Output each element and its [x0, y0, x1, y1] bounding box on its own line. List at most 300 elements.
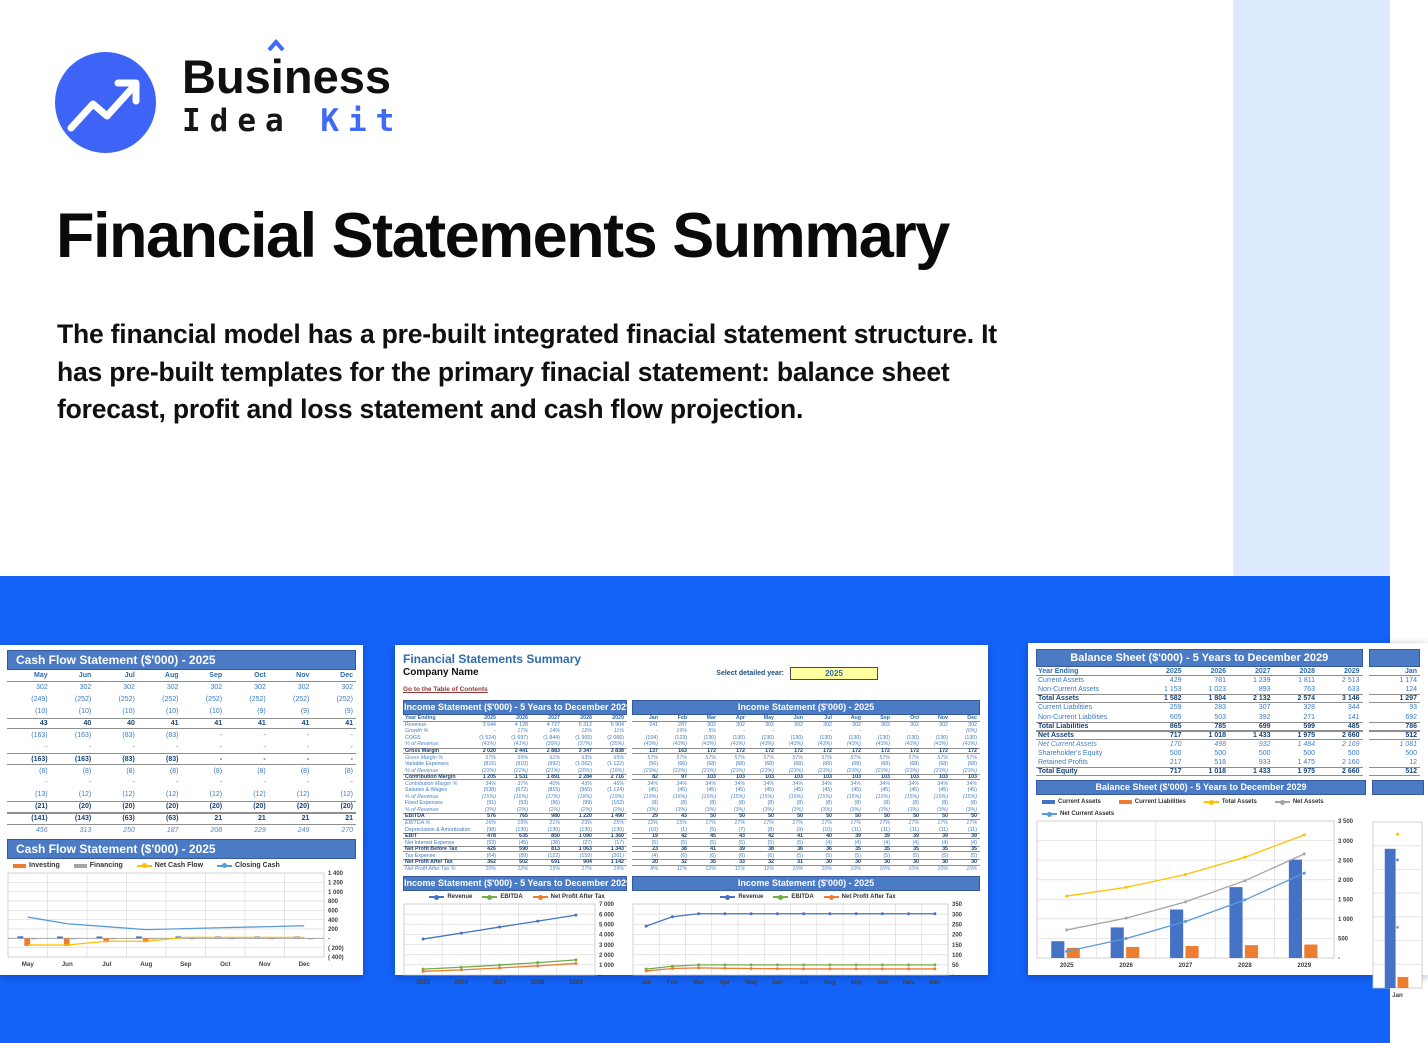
row-label: Variable Expenses [405, 761, 449, 768]
table-cell: (45) [967, 787, 977, 794]
table-row [7, 801, 356, 813]
table-cell: 302 [166, 684, 179, 692]
table-row [632, 794, 980, 801]
table-cell: (43%) [759, 741, 774, 748]
table-cell: 217 [1169, 758, 1182, 766]
balance-monthly-chart-partial [1372, 820, 1424, 999]
table-cell: (163) [74, 755, 92, 763]
cash-flow-table-title: Cash Flow Statement ($'000) - 2025 [7, 650, 356, 670]
table-cell: (19%) [643, 793, 658, 800]
table-cell: (23%) [481, 767, 496, 774]
svg-text:1 400: 1 400 [328, 871, 344, 878]
table-cell: 35 [942, 846, 948, 853]
table-cell: 241 [649, 721, 658, 728]
table-cell: (10) [78, 708, 92, 716]
table-cell: 30 [913, 859, 919, 866]
table-cell: (20) [209, 803, 223, 811]
table-cell: (15%) [730, 793, 745, 800]
table-row [7, 813, 356, 825]
table-row [1369, 722, 1420, 731]
row-label: % of Revenue [405, 767, 439, 774]
table-cell: 11% [763, 865, 774, 872]
table-cell: 42 [768, 833, 774, 840]
table-cell: 57% [908, 754, 919, 761]
svg-text:Oct: Oct [877, 979, 888, 987]
table-cell: 34% [647, 780, 658, 787]
table-row [403, 846, 627, 853]
table-cell: (20) [253, 803, 266, 811]
table-cell: (38) [550, 839, 560, 846]
table-cell: (20) [78, 803, 92, 811]
table-cell: (143) [74, 815, 92, 823]
table-row [632, 852, 980, 859]
svg-text:4 000: 4 000 [599, 932, 615, 939]
table-row [1369, 731, 1420, 740]
table-cell: 8% [650, 865, 658, 872]
svg-text:200: 200 [328, 927, 339, 934]
table-cell: 37% [517, 780, 528, 787]
table-cell: 14% [549, 728, 560, 735]
table-cell: (201) [611, 852, 624, 859]
table-cell: (672) [515, 787, 528, 794]
table-row [632, 859, 980, 866]
table-cell: 35 [971, 846, 977, 853]
table-cell: (5) [883, 852, 890, 859]
table-cell: 50 [855, 813, 861, 820]
table-cell: (910) [515, 761, 528, 768]
legend-label: Revenue [738, 894, 764, 901]
table-cell: - [656, 728, 658, 735]
table-cell: 500 [1169, 749, 1182, 757]
table-cell: (4) [970, 839, 977, 846]
table-row [1369, 758, 1420, 767]
balance-table-title: Balance Sheet ($'000) - 5 Years to December 2029 [1036, 649, 1363, 667]
table-cell: 61% [549, 754, 560, 761]
table-cell: (5) [709, 826, 716, 833]
table-cell: 15% [549, 865, 560, 872]
table-cell: 813 [551, 846, 560, 853]
table-cell: 1 433 [1253, 768, 1271, 776]
row-label: Gross Margin [405, 748, 440, 755]
closing-cash-swatch [217, 865, 232, 867]
table-header-row [403, 715, 627, 722]
svg-text:-: - [1338, 956, 1340, 963]
table-cell: (43%) [817, 741, 832, 748]
table-cell: 38 [768, 846, 774, 853]
table-cell: (53) [486, 839, 496, 846]
net-current-assets-swatch [1042, 813, 1057, 815]
table-cell: 103 [939, 774, 948, 781]
table-cell: 302 [297, 684, 310, 692]
table-row [1036, 722, 1363, 731]
table-cell: (10) [648, 826, 658, 833]
table-cell: - [219, 731, 223, 739]
table-cell: (15%) [759, 793, 774, 800]
table-cell: 10% [850, 865, 861, 872]
table-row [632, 735, 980, 742]
table-row [632, 846, 980, 853]
table-cell: (3%) [762, 806, 774, 813]
table-cell: (63) [122, 815, 135, 823]
table-cell: 34% [908, 780, 919, 787]
row-label: Total Liabilities [1038, 722, 1089, 730]
table-row [1369, 712, 1420, 721]
table-cell: 599 [1303, 722, 1316, 730]
balance-monthly-table-partial [1369, 667, 1420, 776]
table-cell: 590 [519, 846, 528, 853]
table-cell: (12) [340, 791, 353, 799]
table-cell: (68) [880, 761, 890, 768]
table-cell: 635 [519, 833, 528, 840]
table-cell: 46% [613, 780, 624, 787]
table-cell: (22%) [513, 767, 528, 774]
table-cell: (45) [706, 787, 716, 794]
row-label: Net Interest Expense [405, 839, 455, 846]
table-cell: 12% [705, 865, 716, 872]
column-header: May [763, 714, 774, 721]
table-cell: (68) [909, 761, 919, 768]
table-cell: 1 484 [1297, 740, 1316, 748]
income-monthly-chart-title: Income Statement ($'000) - 2025 [632, 876, 980, 891]
table-cell: 1 531 [514, 774, 528, 781]
table-cell: 172 [968, 748, 977, 755]
table-cell: 2 132 [1253, 695, 1271, 703]
income-statement-panel [395, 645, 988, 987]
svg-text:Oct: Oct [220, 961, 231, 969]
table-cell: (15%) [481, 793, 496, 800]
row-label: Depreciation & Amortization [405, 826, 471, 833]
table-cell: 3 838 [610, 748, 624, 755]
table-row [7, 741, 356, 753]
ebitda-swatch [773, 896, 788, 898]
row-label: Net Profit After Tax % [405, 865, 456, 872]
table-cell: (16%) [513, 793, 528, 800]
table-cell: (99) [582, 800, 592, 807]
table-cell: (39%) [545, 741, 560, 748]
table-cell: 43 [739, 833, 745, 840]
svg-text:Sep: Sep [180, 961, 192, 969]
table-cell: 229 [254, 827, 266, 835]
table-row [403, 800, 627, 807]
table-cell: (12) [253, 791, 266, 799]
table-cell: 34% [879, 780, 890, 787]
table-header-row [1036, 667, 1363, 676]
table-cell: 12% [517, 865, 528, 872]
balance-chart-legend [1036, 795, 1366, 819]
financing-swatch [74, 864, 87, 868]
table-cell: - [132, 743, 135, 751]
table-row [632, 748, 980, 755]
table-cell: (23%) [933, 767, 948, 774]
table-cell: 12% [647, 820, 658, 827]
table-cell: (8) [970, 800, 977, 807]
column-header: Sep [209, 671, 223, 679]
table-cell: 17% [792, 820, 803, 827]
table-cell: 1 220 [578, 813, 592, 820]
table-cell: 34% [763, 780, 774, 787]
table-cell: (10) [122, 708, 135, 716]
column-header: Mar [706, 714, 716, 721]
table-cell: (0%) [965, 728, 977, 735]
table-cell: 271 [1303, 713, 1316, 721]
table-cell: (43%) [933, 741, 948, 748]
table-row [7, 729, 356, 741]
table-cell: (249) [31, 696, 48, 704]
table-cell: 1 297 [1399, 695, 1417, 703]
table-cell: 362 [487, 859, 496, 866]
table-cell: 163 [678, 748, 687, 755]
table-cell: (130) [579, 826, 592, 833]
table-cell: (17%) [545, 793, 560, 800]
table-cell: (252) [205, 696, 223, 704]
table-cell: (43%) [788, 741, 803, 748]
table-cell: (3%) [820, 806, 832, 813]
table-cell: 65% [613, 754, 624, 761]
table-cell: - [176, 779, 179, 787]
table-cell: (102) [611, 800, 624, 807]
table-cell: (96) [550, 800, 560, 807]
table-cell: (5) [767, 839, 774, 846]
row-label: Total Equity [1038, 768, 1078, 776]
column-header: Jul [124, 671, 135, 679]
table-cell: 259 [1169, 704, 1182, 712]
table-row [7, 753, 356, 765]
table-cell: 63% [581, 754, 592, 761]
table-row [632, 767, 980, 774]
table-cell: (12) [209, 791, 223, 799]
table-cell: (27) [582, 839, 592, 846]
legend-label: Net Profit After Tax [841, 894, 896, 901]
table-cell: (130) [935, 734, 948, 741]
current-assets-swatch [1042, 800, 1055, 804]
table-cell: 40 [83, 720, 92, 727]
table-cell: 1 343 [610, 846, 624, 853]
table-cell: 498 [1214, 740, 1227, 748]
row-label: Growth % [405, 728, 429, 735]
table-cell: (10) [166, 708, 179, 716]
table-cell: 103 [881, 774, 890, 781]
table-cell: 17% [705, 820, 716, 827]
table-cell: (43%) [962, 741, 977, 748]
table-cell: (4) [941, 839, 948, 846]
balance-sheet-panel [1028, 643, 1428, 1000]
table-cell: 1 975 [1297, 768, 1316, 776]
table-cell: - [263, 731, 266, 739]
table-cell: 19 [652, 833, 658, 840]
table-cell: - [88, 743, 92, 751]
table-cell: (45) [909, 787, 919, 794]
table-cell: (5) [651, 839, 658, 846]
table-cell: (3%) [646, 806, 658, 813]
column-header: 2026 [1210, 667, 1227, 675]
table-cell: (130) [761, 734, 774, 741]
logo-letter-i: i [271, 52, 284, 101]
row-label: % of Revenue [405, 793, 439, 800]
table-cell: (15%) [846, 793, 861, 800]
table-cell: 17% [908, 820, 919, 827]
table-cell: 30 [826, 859, 832, 866]
row-label: Retained Profits [1038, 758, 1088, 766]
table-cell: (8) [680, 800, 687, 807]
table-cell: 500 [1347, 749, 1360, 757]
column-header: 2027 [548, 714, 560, 721]
table-cell: (64) [486, 852, 496, 859]
table-row [1369, 676, 1420, 685]
year-input[interactable]: 2025 [790, 667, 878, 680]
table-header-row [632, 715, 980, 722]
page-title: Financial Statements Summary [56, 201, 949, 271]
table-cell: 43 [681, 813, 687, 820]
svg-text:2026: 2026 [454, 979, 469, 987]
table-cell: (6) [680, 852, 687, 859]
table-cell: (3%) [907, 806, 919, 813]
table-cell: (6) [738, 852, 745, 859]
table-cell: 283 [1214, 704, 1227, 712]
table-cell: - [946, 728, 948, 735]
table-cell: (252) [249, 696, 266, 704]
table-cell: (15%) [817, 793, 832, 800]
table-cell: 34% [705, 780, 716, 787]
legend-label: Total Assets [1221, 799, 1257, 806]
table-cell: (252) [118, 696, 135, 704]
table-cell: 17% [734, 820, 745, 827]
table-cell: 23 [652, 846, 658, 853]
table-cell: (130) [547, 826, 560, 833]
table-cell: (23%) [759, 767, 774, 774]
column-header: 2029 [1344, 667, 1360, 675]
table-cell: (5) [854, 852, 861, 859]
table-cell: (2%) [516, 806, 528, 813]
row-label: Net Assets [1038, 731, 1074, 739]
table-cell: (43%) [730, 741, 745, 748]
table-cell: 1 174 [1399, 677, 1417, 685]
table-cell: 307 [1258, 704, 1271, 712]
table-cell: 302 [736, 721, 745, 728]
table-cell: - [263, 743, 266, 751]
table-cell: (68) [938, 761, 948, 768]
income-5yr-chart [403, 902, 627, 986]
table-cell: 500 [1303, 749, 1316, 757]
table-cell: 45 [710, 833, 716, 840]
table-cell: 11% [734, 865, 745, 872]
table-cell: 19% [613, 865, 624, 872]
table-cell: 302 [852, 721, 861, 728]
table-cell: (19%) [609, 793, 624, 800]
table-cell: 429 [1169, 677, 1182, 685]
table-cell: 36 [797, 846, 803, 853]
table-cell: 699 [1258, 722, 1271, 730]
row-label: Non-Current Assets [1038, 686, 1100, 694]
table-cell: (8) [257, 767, 266, 775]
table-cell: 5% [708, 728, 716, 735]
table-cell: 302 [910, 721, 919, 728]
table-cell: (5) [709, 839, 716, 846]
table-cell: 485 [1347, 722, 1360, 730]
income-monthly-table [632, 715, 980, 872]
table-cell: 50 [710, 813, 716, 820]
table-row [1369, 703, 1420, 712]
table-cell: (15%) [962, 793, 977, 800]
table-cell: 103 [736, 774, 745, 781]
table-cell: (12) [296, 791, 310, 799]
table-cell: (20%) [577, 767, 592, 774]
table-cell: 2 020 [482, 748, 496, 755]
svg-text:May: May [745, 979, 758, 987]
table-cell: (3%) [936, 806, 948, 813]
table-row [1036, 676, 1363, 685]
table-row [403, 761, 627, 768]
table-cell: (43%) [643, 741, 658, 748]
table-cell: (15%) [933, 793, 948, 800]
row-label: Net Profit Before Tax [405, 846, 458, 853]
table-cell: (8) [213, 767, 223, 775]
table-cell: (15%) [788, 793, 803, 800]
row-label: COGS [405, 734, 421, 741]
table-cell: (141) [31, 815, 48, 823]
table-row [632, 754, 980, 761]
table-cell: 59% [517, 754, 528, 761]
revenue-swatch [429, 896, 444, 898]
table-cell: 250 [123, 827, 135, 835]
table-cell: (252) [336, 696, 353, 704]
table-row [1036, 703, 1363, 712]
table-row [1369, 749, 1420, 758]
svg-text:Dec: Dec [929, 979, 941, 987]
table-cell: 503 [1214, 713, 1227, 721]
table-cell: 10% [879, 865, 890, 872]
table-cell: (23%) [846, 767, 861, 774]
table-cell: 478 [487, 833, 496, 840]
table-cell: - [888, 728, 890, 735]
table-cell: (1 122) [607, 761, 624, 768]
table-cell: (83) [122, 755, 135, 763]
table-cell: 1 811 [1298, 677, 1316, 685]
balance-monthly-table-title-partial [1369, 649, 1420, 667]
svg-text:Jan: Jan [640, 979, 652, 987]
table-cell: 93 [1409, 704, 1417, 712]
table-cell: 34% [792, 780, 803, 787]
table-cell: (4) [825, 839, 832, 846]
table-row [632, 826, 980, 833]
table-cell: 20 [652, 859, 658, 866]
table-corner-label: Year Ending [1038, 667, 1079, 675]
table-cell: 40 [826, 833, 832, 840]
column-header: Sep [880, 714, 890, 721]
table-of-contents-link[interactable]: Go to the Table of Contents [403, 686, 488, 693]
svg-text:Jul: Jul [102, 961, 112, 969]
table-cell: 5 312 [578, 721, 592, 728]
table-row [1036, 767, 1363, 776]
table-corner-label: Year Ending [405, 714, 436, 721]
cash-flow-chart [7, 871, 356, 968]
table-cell: (252) [74, 696, 92, 704]
table-cell: (23%) [904, 767, 919, 774]
table-cell: (11) [851, 826, 861, 833]
table-cell: 302 [823, 721, 832, 728]
table-row [403, 859, 627, 866]
table-cell: (23%) [701, 767, 716, 774]
table-cell: 50 [942, 813, 948, 820]
table-cell: 57% [966, 754, 977, 761]
table-cell: (23%) [788, 767, 803, 774]
table-cell: (83) [166, 731, 179, 739]
table-cell: 3 544 [482, 721, 496, 728]
svg-text:2025: 2025 [1059, 962, 1074, 970]
legend-label: Net Cash Flow [154, 862, 204, 870]
table-cell: (10) [209, 708, 223, 716]
table-row [7, 706, 356, 718]
table-cell: 12% [581, 728, 592, 735]
